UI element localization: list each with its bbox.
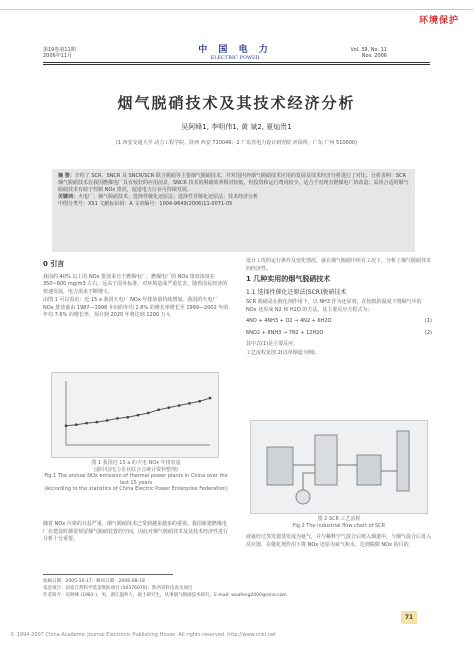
fig2-caption-cn: 图 2 SCR 工艺流程 (317, 516, 361, 522)
equation-1 (246, 318, 432, 326)
authors: 吴阿峰1, 李明伟1, 黄 斌2, 夏灿贵1 (181, 123, 292, 131)
issue-date-en: Nov. 2006 (361, 53, 387, 59)
boiler-shape (267, 447, 293, 485)
journal-issue-en (351, 47, 387, 59)
ammonia-line (303, 473, 315, 490)
paragraph: SCR 脱硝是在催化剂作用下，以 NH3 作为还原剂，在较低的温度下将烟气中的 NOx 还原成 N2 和 H2O 的方法。其主要反应方程式为： (246, 299, 422, 313)
fig1-data-point (96, 421, 98, 423)
fig1-data-point (157, 409, 159, 411)
paragraph: 其中式(1)是主要反应， (246, 341, 299, 347)
fig1-caption-en2: (According to the statistics of China Electric Power Enterprise Federation) (44, 486, 228, 492)
footnote-author: 作者简介：吴阿峰 (1981-)，男，浙江温岭人，硕士研究生，从事烟气脱硝技术研究。E-mail: wuafeng2000@sina.com (43, 593, 287, 598)
paragraph: 液氨经过蒸发器蒸发成为氨气，并与稀释空气混合后喷入烟道中，与烟气混合后进入反应器，在催化剂作用下将 NOx 还原为氮气和水，达到脱除 NOx 的目的。 (246, 534, 432, 548)
fig1-data-point (106, 419, 108, 421)
paragraph: 工艺流程见图 2(以单烟道为例)。 (246, 349, 320, 356)
preheater-shape (357, 455, 381, 485)
abstract-box (52, 169, 415, 252)
figure-2 (250, 420, 428, 514)
fig1-data-point (85, 422, 87, 424)
page-number: 71 (401, 611, 417, 624)
figure-1-caption (43, 460, 229, 493)
right-column (246, 258, 432, 358)
issue-date: 2006年11月 (43, 53, 73, 59)
fig1-data-point (178, 404, 180, 406)
right-column-bottom (246, 534, 432, 550)
stack-shape (397, 431, 409, 491)
footnotes (43, 578, 430, 599)
fig1-caption-cn2: (据中国电力企业联合会统计资料整理) (94, 466, 178, 473)
top-border (0, 9, 473, 10)
fig1-data-point (75, 424, 77, 426)
reactor-shape (315, 435, 337, 485)
figure-2-caption (246, 516, 432, 529)
keywords: 火电厂；烟气脱硝技术；选择性催化还原法；选择性非催化还原法；技术经济分析 (78, 194, 259, 200)
header-rule (43, 62, 430, 63)
ammonia-tank-shape (296, 490, 310, 504)
paragraph: 设计工况的运行条件及变化情况，就在烟气脱硝中所有工况下，分析了烟气脱硝技术的经济性。 (246, 258, 432, 272)
footnote-rule (43, 574, 173, 575)
fig1-data-point (137, 414, 139, 416)
journal-name (160, 42, 310, 61)
journal-name-cn: 中 国 电 力 (198, 45, 272, 55)
classification: 中图分类号：X51 文献标识码：A 文章编号：1004-9649(2006)11-0071-05 (58, 201, 233, 207)
volume-info: 第19卷第11期 (43, 47, 76, 53)
equation-2-number: (2) (424, 329, 432, 336)
fig1-data-point (116, 417, 118, 419)
fig1-caption-cn: 图 1 我国近 15 a 的火电 NOx 年排放量 (91, 460, 181, 466)
paragraph: 随着 NOx 污染的日益严重，烟气脱硝技术已受到越来越多的重视。我国新建燃煤电厂在建设时都要预留烟气脱硝装置的空间，因此对烟气脱硝技术及其技术经济性进行分析十分重要。 (43, 521, 229, 542)
figure-1 (51, 372, 219, 458)
fig1-data-point (168, 406, 170, 408)
keywords-label: 关键词： (58, 194, 79, 200)
journal-issue (43, 47, 76, 59)
section-heading-1: 1 几种实用的烟气脱硝技术 (246, 275, 331, 283)
footnote-funding: 基金项目：国家自然科学基金资助项目 (50376070)；陕西省科技攻关项目 (43, 586, 193, 591)
fig2-caption-en: Fig.2 The industrial flow chart of SCR (292, 522, 386, 529)
fig1-data-point (188, 402, 190, 404)
fig1-data-point (147, 412, 149, 414)
header-rule-thin (43, 64, 430, 65)
fig1-data-point (127, 416, 129, 418)
volume-info-en: Vol. 39, No. 11 (350, 47, 387, 53)
paragraph: 我国的 40% 以上的 NOx 排放来自于燃煤电厂，燃煤电厂的 NOx 排放浓度在 350~600 mg/m3 左右，远高于国外标准，对环境造成严重危害。随着国民经济的快速发展，电力需求不断增大。 (43, 273, 228, 295)
footnote-received: 收稿日期：2005-10-17；修回日期：2006-08-18 (43, 579, 145, 584)
equation-1-number: (1) (424, 318, 432, 324)
fig1-axes (66, 381, 210, 445)
scr-flow-diagram (251, 421, 427, 513)
section-heading-intro: 0 引言 (43, 260, 65, 268)
abstract-text: 介绍了 SCR、SNCR 及 SNCR/SCR 联合脱硝等主要烟气脱硝技术，并对国内外烟气脱硝技术应用的发展及技术经济分析进行了对比。分析表明：SCR 烟气脱硝技术在我国燃煤电厂具有较好的应用前景，SNCR 技术的脱硝效率相对较低，但投资和运行费用较少，适合于对现有燃煤电厂的改造；采用合适的烟气脱硝技术有助于控制 NOx 排放，促进电力行业可持续发展。 (58, 173, 409, 193)
fig1-data-point (65, 425, 67, 427)
abstract-label: 摘 要： (58, 173, 75, 179)
section-tag: 环境保护 (418, 16, 459, 26)
subsection-heading-1-1: 1.1 选择性催化还原法(SCR)脱硝技术 (246, 288, 347, 296)
equation-2-text: 6NO2 + 8NH3 → 7N2 + 12H2O (246, 329, 324, 336)
fig1-data-point (199, 400, 201, 402)
fig1-caption-en: Fig.1 The annual NOx emission of thermal power plants in China over the last 15 years (44, 473, 228, 486)
journal-name-en: ELECTRIC POWER (210, 55, 260, 61)
fig1-data-point (209, 397, 211, 399)
paper-title: 烟气脱硝技术及其技术经济分析 (117, 94, 356, 112)
equation-2 (246, 330, 432, 338)
equation-1-text: 4NO + 4NH3 + O2 → 4N2 + 6H2O (246, 318, 332, 324)
affiliation: (1 西安交通大学 动力工程学院，陕西 西安 710049；2 广东省电力设计研究院 环保所，广东 广州 510600) (115, 140, 358, 146)
left-column-bottom (43, 521, 229, 545)
paragraph: 由图 1 可以看出：近 15 a 我国火电厂 NOx 年排放量持续增加。我国的火电厂 NOx 排放量由 1987—1998 年间的年均 2.6% 的增长率增长至 1999—2002 年的年均 7.6% 的增长率，预计到 2020 年将达到 1200 万 t。 (43, 297, 229, 318)
copyright-line: © 1994-2007 China Academic Journal Electronic Publishing House. All rights reserved. http://www.cnki.net (10, 632, 276, 638)
left-column (43, 258, 229, 321)
fig1-chart (52, 373, 218, 457)
